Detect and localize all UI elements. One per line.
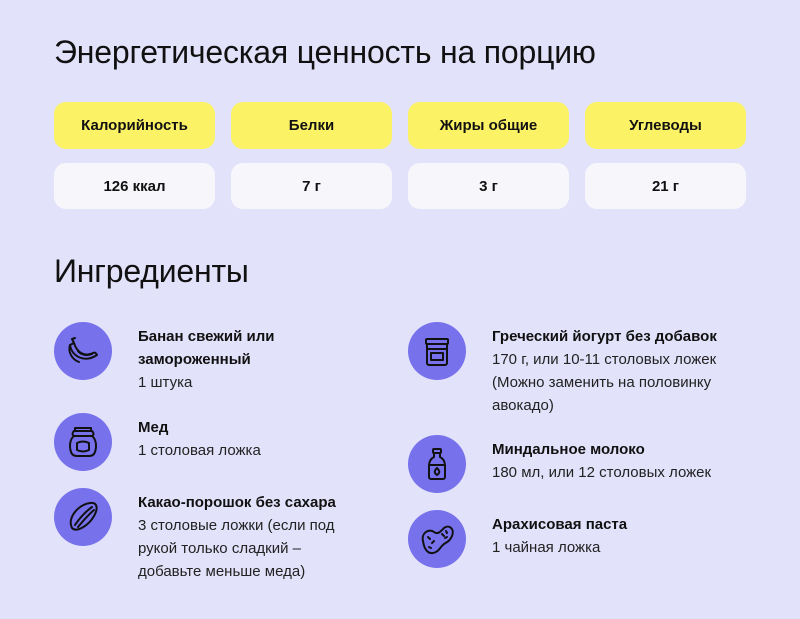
nutrition-value: 126 ккал [54, 163, 215, 209]
ingredient-amount: 180 мл, или 12 столовых ложек [492, 464, 712, 481]
ingredient-cocoa [54, 488, 374, 583]
ingredient-amount: 1 штука [138, 374, 193, 391]
peanut-icon [408, 510, 466, 568]
ingredients-title: Ингредиенты [54, 253, 249, 289]
ingredient-name: Арахисовая паста [492, 516, 628, 533]
nutrition-carbs [585, 102, 746, 209]
nutrition-fat [408, 102, 569, 209]
honey-jar-icon [54, 413, 112, 471]
cocoa-bean-icon [54, 488, 112, 546]
energy-title: Энергетическая ценность на порцию [54, 34, 596, 70]
nutrition-label: Углеводы [585, 102, 746, 149]
ingredient-name: Миндальное молоко [492, 441, 645, 458]
nutrition-calories [54, 102, 215, 209]
ingredient-honey [54, 413, 364, 471]
nutrition-label: Калорийность [54, 102, 215, 149]
ingredient-amount: 1 столовая ложка [138, 442, 261, 459]
ingredient-name: Банан свежий или замороженный [138, 328, 275, 368]
nutrition-label: Жиры общие [408, 102, 569, 149]
ingredient-name: Греческий йогурт без добавок [492, 328, 717, 345]
nutrition-label: Белки [231, 102, 392, 149]
milk-bottle-icon [408, 435, 466, 493]
ingredient-yogurt [408, 322, 778, 417]
ingredient-name: Какао-порошок без сахара [138, 494, 336, 511]
ingredient-name: Мед [138, 419, 169, 436]
nutrition-value: 21 г [585, 163, 746, 209]
nutrition-value: 3 г [408, 163, 569, 209]
yogurt-jar-icon [408, 322, 466, 380]
ingredient-peanut-butter [408, 510, 778, 568]
ingredient-almond-milk [408, 435, 778, 493]
ingredient-banana [54, 322, 364, 394]
ingredient-amount: 3 столовые ложки (если под рукой только сладкий – добавьте меньше меда) [138, 517, 335, 580]
banana-icon [54, 322, 112, 380]
nutrition-protein [231, 102, 392, 209]
ingredient-amount: 1 чайная ложка [492, 539, 601, 556]
ingredient-amount: 170 г, или 10-11 столовых ложек (Можно заменить на половинку авокадо) [492, 351, 717, 414]
nutrition-value: 7 г [231, 163, 392, 209]
